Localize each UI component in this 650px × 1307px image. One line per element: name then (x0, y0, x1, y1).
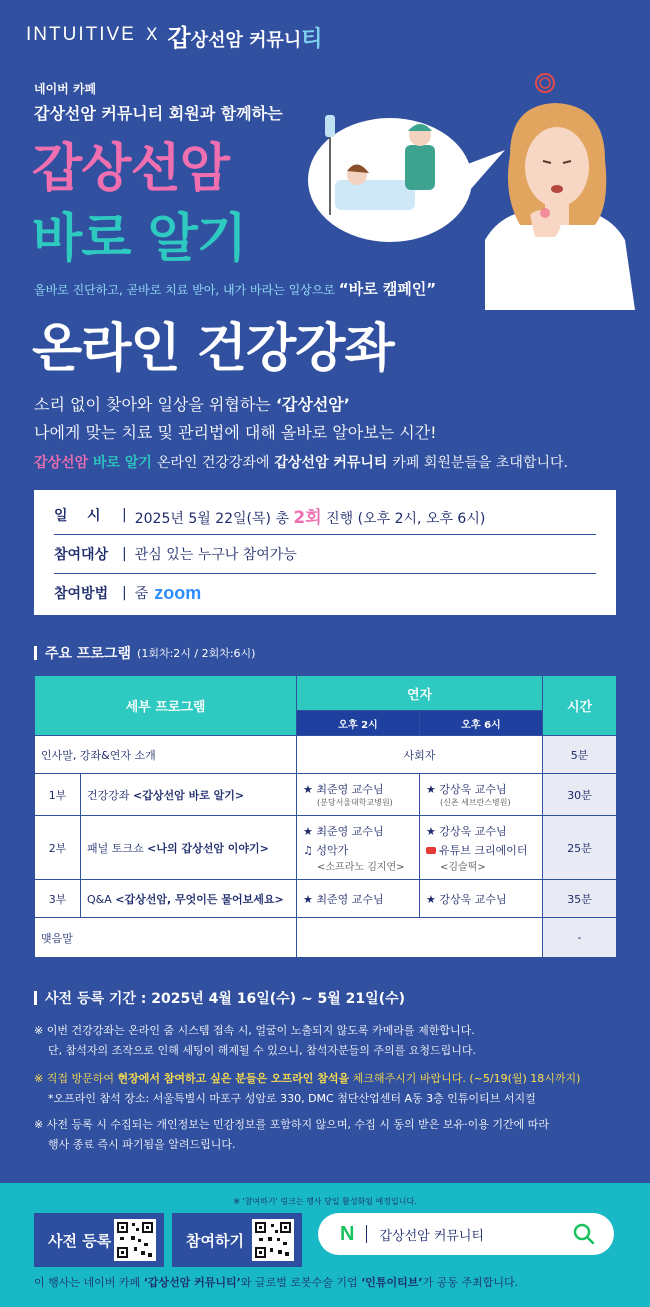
community-logo (168, 18, 323, 53)
info-date-highlight: 2회 (293, 507, 322, 528)
info-sep: | (122, 507, 127, 523)
row-title-b: <나의 갑상선암 이야기> (147, 841, 269, 855)
community-logo-c: 티 (301, 26, 323, 52)
note-line: ※ 이번 건강강좌는 온라인 줌 시스템 접속 시, 얼굴이 노출되지 않도록 카메라를 제한합니다. (34, 1024, 475, 1037)
note-highlight: 현장에서 참여하고 싶은 분들은 오프라인 참석을 (117, 1072, 350, 1085)
table-row (35, 774, 617, 816)
hero-illustration (305, 65, 650, 310)
program-heading (34, 643, 255, 663)
community-logo-b: 상선암 커뮤니 (190, 29, 302, 51)
hero-title-2: 바로 알기 (32, 209, 247, 269)
note-line: 단, 참석자의 조작으로 인해 세팅이 해제될 수 있으니, 참석자분들의 주의를 요청드립니다. (48, 1044, 476, 1057)
footer-text-d: ‘인튜이티브’ (361, 1276, 423, 1289)
info-target-key: 참여대상 (54, 547, 109, 563)
table-row (35, 918, 617, 958)
footer-text-a: 이 행사는 네이버 카페 (34, 1276, 141, 1289)
intro-line-3-rest: 온라인 건강강좌에 (156, 455, 270, 471)
note-line: ※ 사전 등록 시 수집되는 개인정보는 민감정보를 포함하지 않으며, 수집 시 동의 받은 보유·이용 기간에 따라 (34, 1118, 549, 1131)
col-time: 시간 (543, 676, 617, 736)
program-table (34, 675, 617, 958)
hero-tagline-b: “바로 캠페인” (338, 280, 437, 298)
row-title-b: <갑상선암 바로 알기> (133, 788, 245, 802)
note-prefix: ※ 직접 방문하여 (34, 1072, 114, 1085)
row-time: 35분 (543, 880, 617, 918)
join-button-label: 참여하기 (186, 1231, 244, 1250)
heading-bar (34, 646, 37, 660)
row-title: 인사말, 강좌&연자 소개 (35, 736, 297, 774)
row-time: 5분 (543, 736, 617, 774)
speaker-name: ★ 강상욱 교수님 (426, 783, 507, 796)
zoom-logo: zoom (154, 582, 202, 603)
row-part: 2부 (35, 816, 81, 880)
info-method-key: 참여방법 (54, 586, 109, 602)
footer-note: ※ '참여하기' 링크는 행사 당일 활성화될 예정입니다. (233, 1197, 417, 1206)
row-title-a: 패널 토크쇼 (87, 841, 144, 855)
col-pm2: 오후 2시 (297, 711, 420, 736)
info-sep: | (122, 546, 127, 562)
info-target-value: 관심 있는 누구나 참여가능 (134, 547, 297, 563)
footer (0, 1183, 650, 1307)
community-logo-a: 갑 (167, 23, 191, 52)
brand-x: X (145, 25, 158, 45)
youtube-icon (426, 847, 436, 854)
speaker-name: ★ 최준영 교수님 (303, 824, 384, 838)
row-title (81, 880, 297, 918)
intro-line-1a: 소리 없이 찾아와 일상을 위협하는 (34, 395, 271, 414)
footer-text-e: 가 공동 주최합니다. (422, 1276, 519, 1289)
naver-search-bar[interactable] (318, 1213, 614, 1255)
row-speaker-2 (420, 816, 543, 880)
note-line: *오프라인 참석 장소: 서울특별시 마포구 성암로 330, DMC 첨단산업센터 A동 3층 인튜이티브 서지컬 (48, 1092, 536, 1105)
col-speaker: 연자 (297, 676, 543, 711)
intro-line-1b: ‘갑상선암’ (275, 395, 350, 414)
info-date-a: 2025년 5월 22일(목) 총 (134, 510, 289, 527)
col-pm6: 오후 6시 (420, 711, 543, 736)
intro-line-3-bold: 갑상선암 커뮤니티 (274, 455, 388, 471)
row-time: 25분 (543, 816, 617, 880)
join-button[interactable] (172, 1213, 302, 1267)
intro-line-3-teal: 바로 알기 (92, 455, 152, 471)
row-speaker (297, 918, 543, 958)
row-speaker-1 (297, 774, 420, 816)
speaker-affiliation: (신촌 세브란스병원) (440, 798, 511, 807)
qr-code-icon[interactable] (252, 1219, 294, 1261)
row-part: 3부 (35, 880, 81, 918)
event-info-box (34, 490, 616, 615)
row-time: - (543, 918, 617, 958)
heading-bar (34, 991, 37, 1005)
speaker-affiliation: (분당서울대학교병원) (317, 798, 393, 807)
qr-code-icon[interactable] (114, 1219, 156, 1261)
row-speaker-1 (297, 880, 420, 918)
speaker-name: ★ 강상욱 교수님 (426, 892, 507, 906)
brand-header (26, 18, 323, 52)
speaker-name: ★ 최준영 교수님 (303, 892, 384, 906)
register-button-label: 사전 등록 (48, 1231, 112, 1250)
intro-line-3 (34, 452, 568, 472)
register-note-2 (34, 1069, 580, 1109)
footer-text-c: 와 글로벌 로봇수술 기업 (240, 1276, 358, 1289)
footer-text-b: ‘갑상선암 커뮤니티’ (143, 1276, 241, 1289)
note-suffix: 체크해주시기 바랍니다. (~5/19(월) 18시까지) (352, 1072, 581, 1085)
speaker-name: ★ 최준영 교수님 (303, 783, 384, 796)
row-title (81, 774, 297, 816)
speaker-creator (426, 842, 536, 858)
program-heading-sub: (1회차:2시 / 2회차:6시) (137, 647, 256, 660)
row-speaker: 사회자 (297, 736, 543, 774)
intro-line-3-end: 카페 회원분들을 초대합니다. (392, 455, 568, 471)
row-title-a: 건강강좌 (87, 788, 130, 802)
speaker-affiliation: <김슬떡> (440, 861, 486, 873)
row-speaker-2 (420, 774, 543, 816)
register-heading (34, 988, 405, 1008)
naver-logo-icon: N (340, 1222, 355, 1245)
info-method-value: 줌 (134, 586, 149, 602)
hero-with: 갑상선암 커뮤니티 회원과 함께하는 (34, 104, 283, 123)
speaker-name: ★ 강상욱 교수님 (426, 824, 507, 838)
hero-tagline-a: 올바로 진단하고, 곧바로 치료 받아, 내가 바라는 일상으로 (34, 283, 335, 297)
register-button[interactable] (34, 1213, 164, 1267)
intro-line-1 (34, 392, 350, 415)
info-date-value (135, 503, 486, 528)
info-sep: | (122, 585, 127, 601)
row-speaker-2 (420, 880, 543, 918)
row-title: 맺음말 (35, 918, 297, 958)
hero-title-1: 갑상선암 (32, 139, 229, 199)
note-line: 행사 종료 즉시 파기됨을 알려드립니다. (48, 1138, 236, 1151)
row-part: 1부 (35, 774, 81, 816)
table-header-row (35, 676, 617, 711)
search-icon[interactable] (572, 1222, 596, 1246)
hero-main-title: 온라인 건강강좌 (32, 319, 394, 379)
row-time: 30분 (543, 774, 617, 816)
hero-cafe: 네이버 카페 (34, 82, 97, 96)
table-row (35, 816, 617, 880)
note-line (34, 1069, 580, 1089)
register-heading-text: 사전 등록 기간 : 2025년 4월 16일(수) ~ 5월 21일(수) (45, 991, 406, 1007)
row-speaker-1 (297, 816, 420, 880)
intro-line-2: 나에게 맞는 치료 및 관리법에 대해 올바로 알아보는 시간! (34, 423, 437, 442)
row-title-b: <갑상선암, 무엇이든 물어보세요> (115, 892, 284, 906)
speaker-creator-label: 유튜브 크리에이터 (439, 843, 528, 857)
search-divider (366, 1225, 367, 1243)
row-title (81, 816, 297, 880)
info-row-target (54, 535, 596, 573)
footer-organizers (34, 1274, 518, 1290)
table-row (35, 880, 617, 918)
search-query: 갑상선암 커뮤니티 (379, 1228, 485, 1244)
info-row-method (54, 574, 596, 612)
register-note-1 (34, 1021, 476, 1061)
row-title-a: Q&A (87, 892, 112, 906)
program-heading-text: 주요 프로그램 (45, 646, 132, 662)
info-date-key: 일 시 (54, 508, 101, 524)
table-row (35, 736, 617, 774)
intuitive-logo: INTUITIVE (26, 24, 136, 45)
speaker-affiliation: <소프라노 김지연> (317, 861, 405, 873)
info-date-b: 진행 (오후 2시, 오후 6시) (326, 510, 486, 527)
speaker-singer: ♫ 성악가 (303, 843, 349, 857)
col-detail: 세부 프로그램 (35, 676, 297, 736)
intro-line-3-pink: 갑상선암 (34, 455, 89, 471)
info-row-date (54, 496, 596, 534)
register-note-3 (34, 1115, 549, 1155)
